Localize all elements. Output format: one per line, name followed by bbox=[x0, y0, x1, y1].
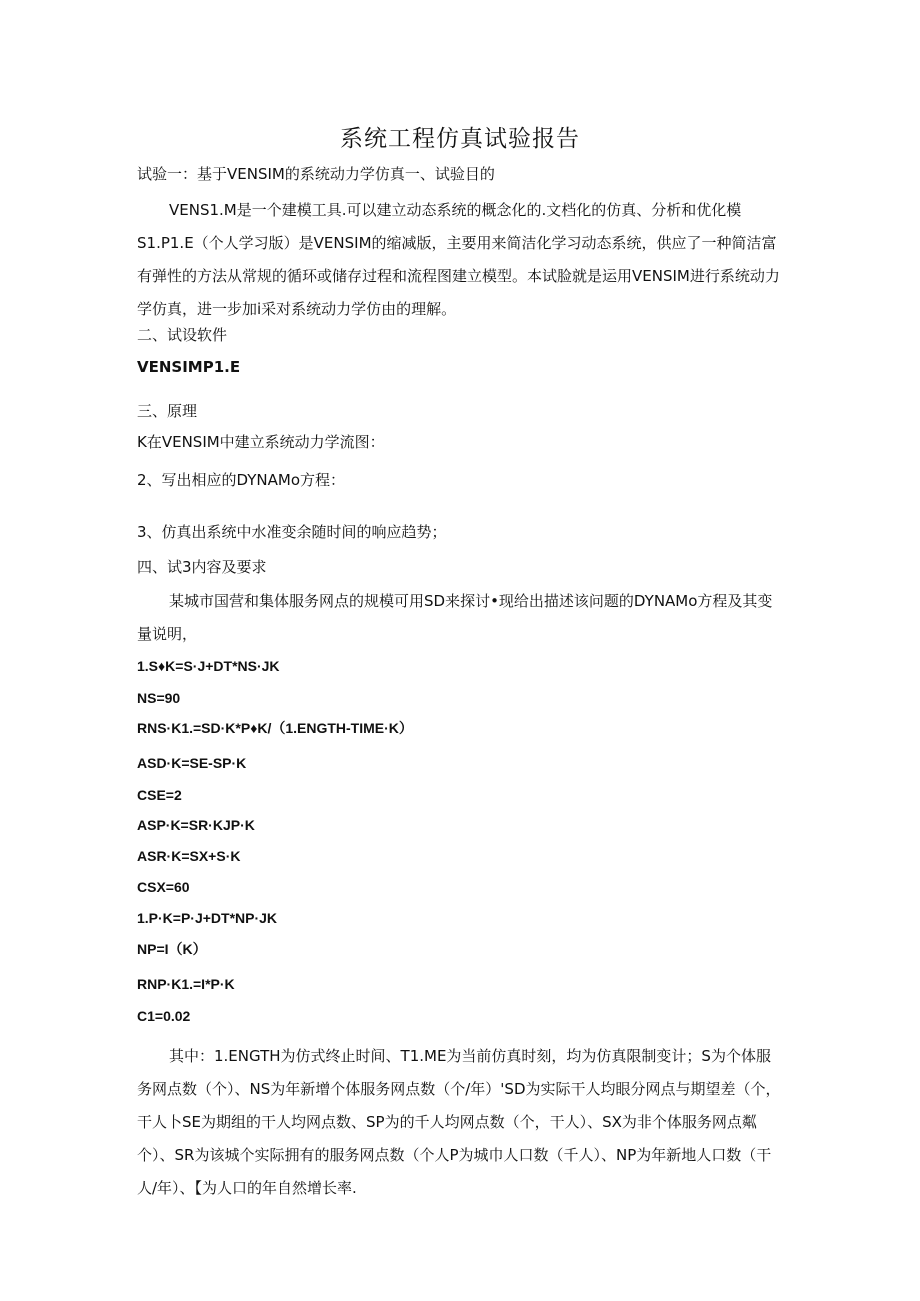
equation-line: RNP·K1.=I*P·K bbox=[137, 976, 235, 992]
software-name: VENSIMP1.E bbox=[137, 358, 241, 376]
requirement-paragraph: 某城市国营和集体服务网点的规模可用SD来探讨•现给出描述该问题的DYNAMo方程及其变量说明， bbox=[137, 592, 773, 643]
principle-item-2: 2、写出相应的DYNAMo方程： bbox=[137, 471, 346, 489]
equation-line: ASP·K=SR·KJP·K bbox=[137, 817, 255, 833]
experiment-intro-line: 试验一：基于VENSIM的系统动力学仿真一、试验目的 bbox=[137, 165, 495, 183]
principle-item-3: 3、仿真出系统中水准变余随时间的响应趋势； bbox=[137, 523, 447, 541]
equation-line: CSE=2 bbox=[137, 787, 182, 803]
equation-line: ASR·K=SX+S·K bbox=[137, 848, 241, 864]
section-requirements-heading: 四、试3内容及要求 bbox=[137, 558, 267, 576]
equation-line: 1.S♦K=S·J+DT*NS·JK bbox=[137, 658, 280, 674]
principle-item-1: K在VENSIM中建立系统动力学流图： bbox=[137, 433, 385, 451]
equation-line: NP=I（K） bbox=[137, 941, 207, 957]
section-software-heading: 二、试设软件 bbox=[137, 326, 228, 344]
page-title: 系统工程仿真试验报告 bbox=[340, 126, 580, 152]
section-principle-heading: 三、原理 bbox=[137, 402, 198, 420]
purpose-paragraph: VENS1.M是一个建模工具.可以建立动态系统的概念化的.文档化的仿真、分析和优化模S1.P1.E（个人学习版）是VENSIM的缩减版，主要用来简洁化学习动态系统，供应了一种简洁富有弹性的方法从常规的循环或储存过程和流程图建立模型。本试脸就是运用VENSIM进行系统动力学仿真，进一步加i采对系统动力学仿由的理解。 bbox=[137, 201, 780, 318]
explanation-paragraph: 其中：1.ENGTH为仿式终止时间、T1.ME为当前仿真时刻，均为仿真限制变计；S为个体服务网点数（个）、NS为年新增个体服务网点数（个/年）'SD为实际干人均眼分网点与期望差（个，干人卜SE为期组的干人均网点数、SP为的千人均网点数（个，干人）、SX为非个体服务网点粼个）、SR为该城个实际拥有的服务网点数（个人P为城巾人口数（千人）、NP为年新地人口数（干人/年）、【为人口的年自然增长率. bbox=[137, 1047, 781, 1197]
equation-line: NS=90 bbox=[137, 690, 181, 706]
equation-line: ASD·K=SE-SP·K bbox=[137, 755, 247, 771]
equation-line: RNS·K1.=SD·K*P♦K/（1.ENGTH-TIME·K） bbox=[137, 720, 413, 736]
equation-line: 1.P·K=P·J+DT*NP·JK bbox=[137, 910, 278, 926]
equation-line: C1=0.02 bbox=[137, 1008, 191, 1024]
equation-line: CSX=60 bbox=[137, 879, 190, 895]
